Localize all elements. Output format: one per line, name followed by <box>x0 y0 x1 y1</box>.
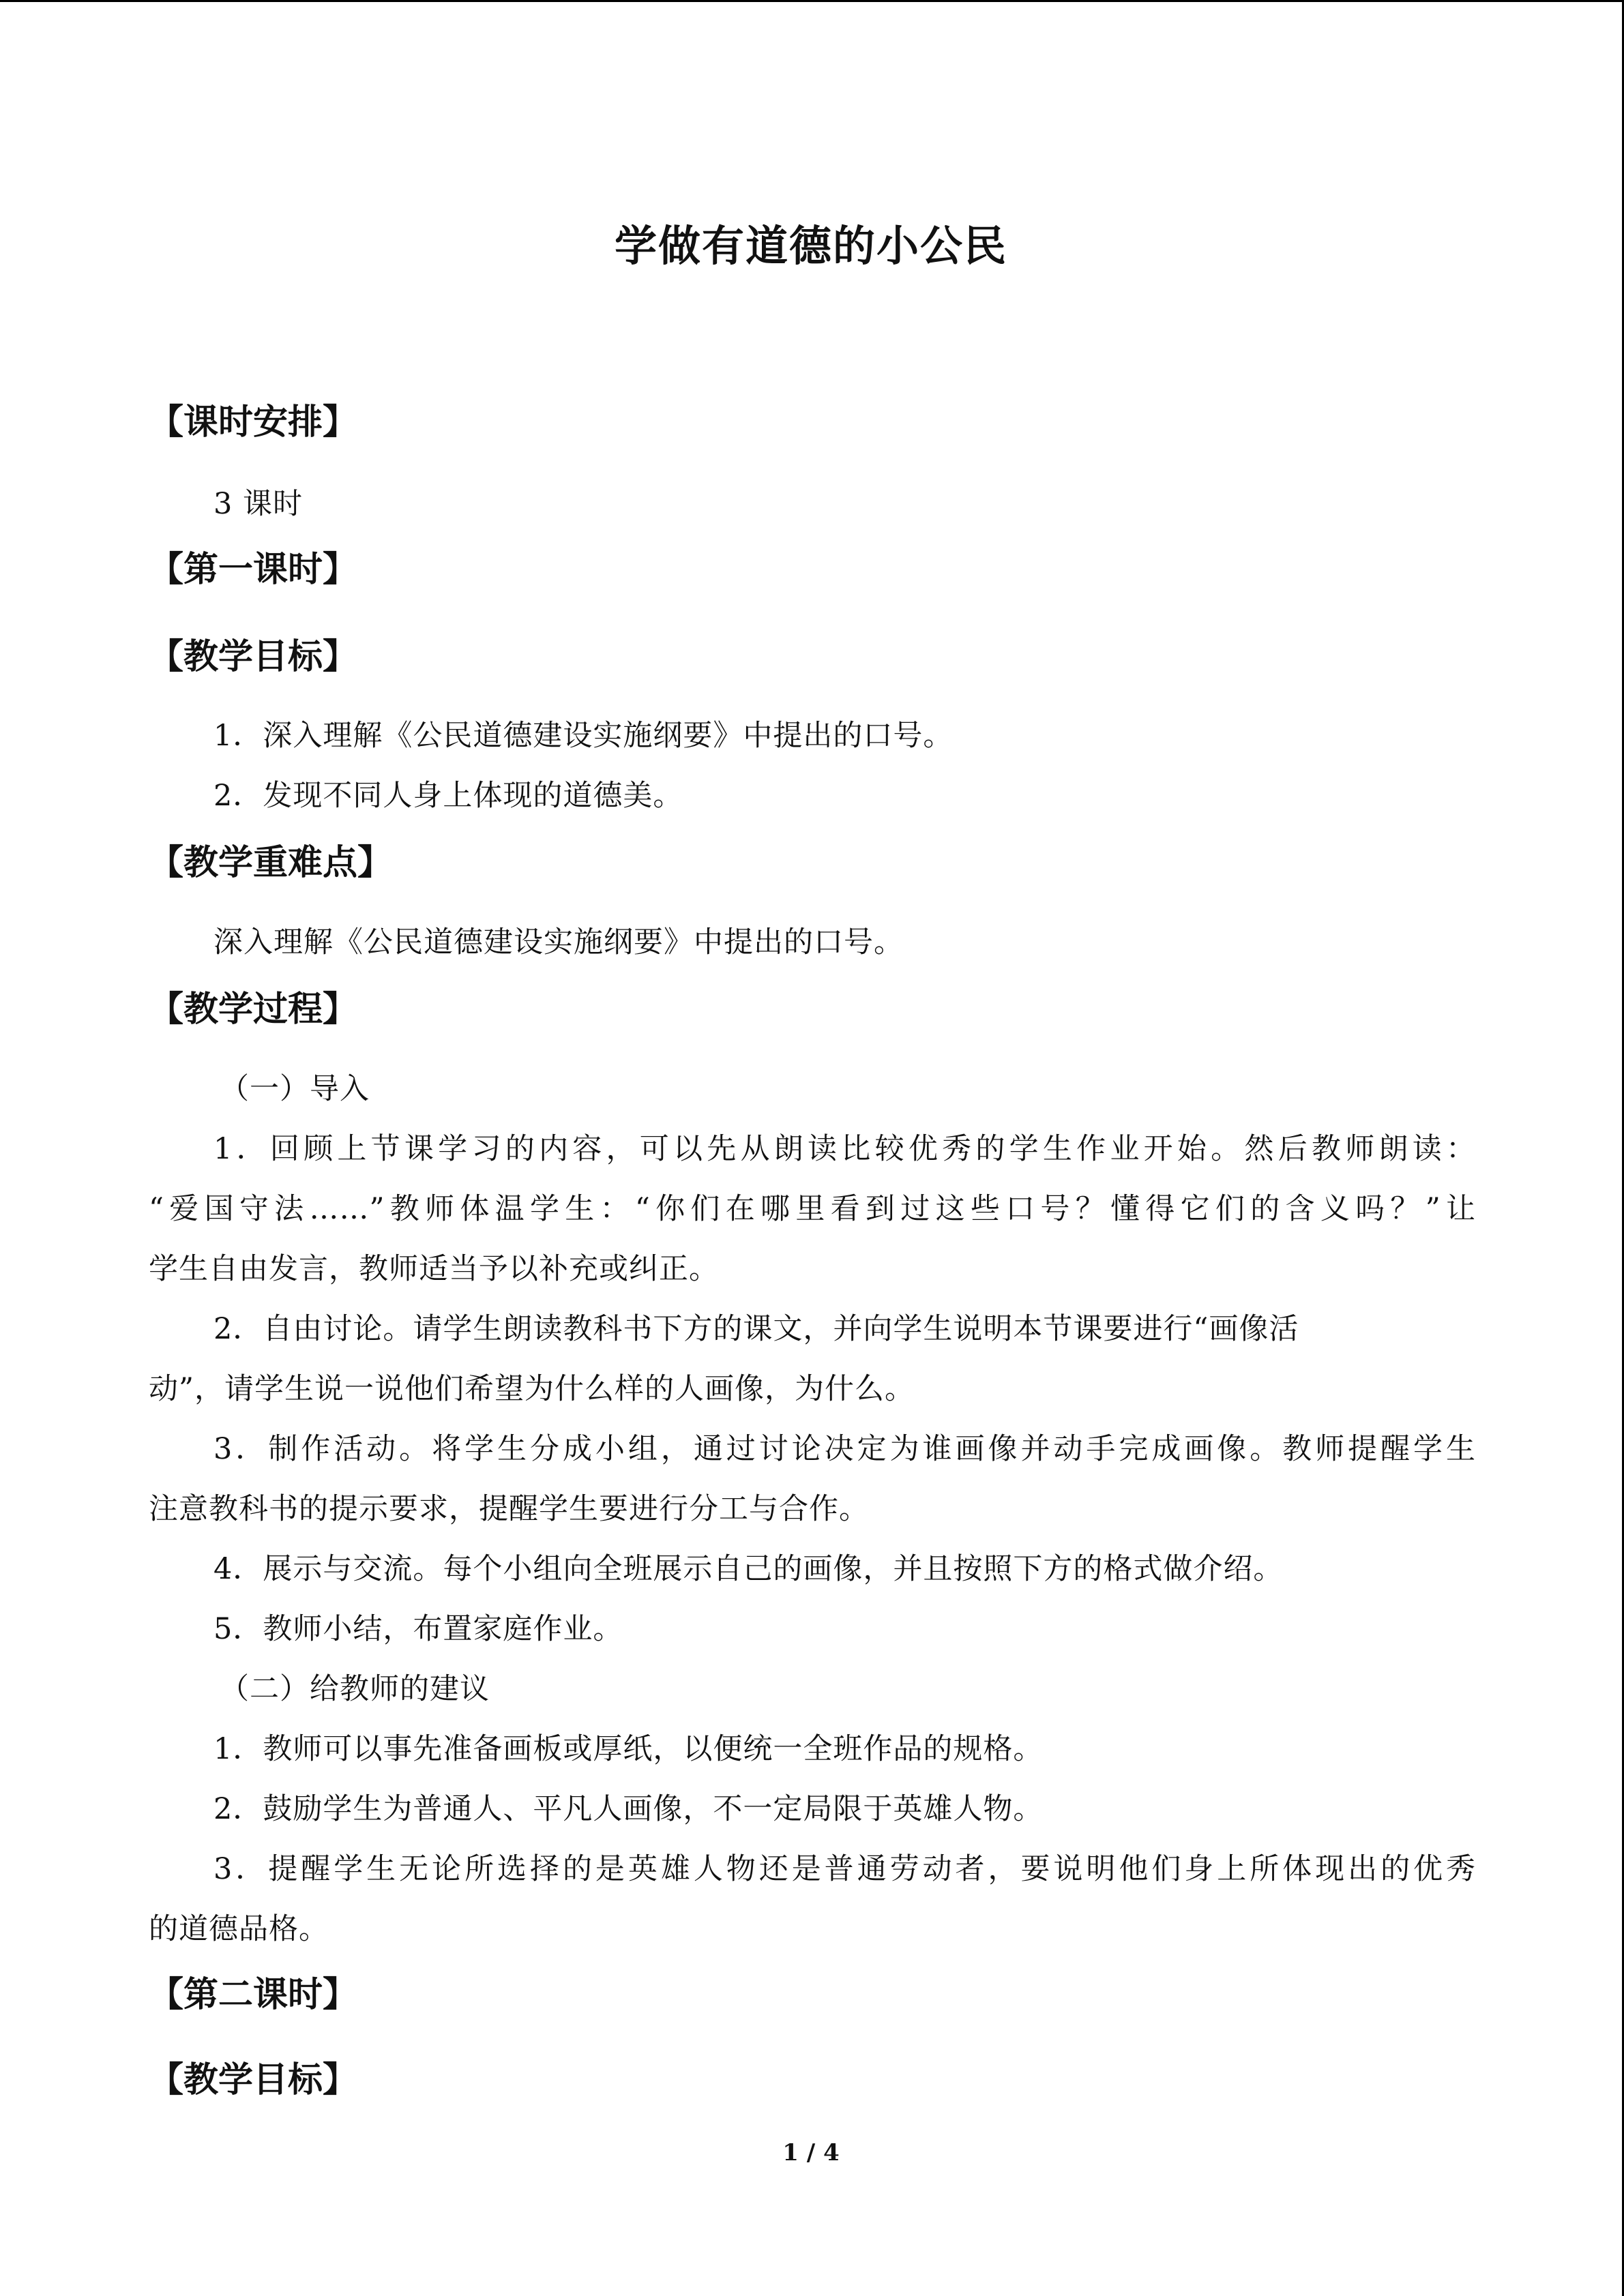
subheading-advice: （二）给教师的建议 <box>220 1672 490 1706</box>
paragraph-4: 4．展示与交流。每个小组向全班展示自己的画像，并且按照下方的格式做介绍。 <box>213 1552 1284 1586</box>
heading-lesson-2: 【第二课时】 <box>149 1974 358 2015</box>
paragraph-2-line-2: 动”，请学生说一说他们希望为什么样的人画像，为什么。 <box>149 1372 915 1406</box>
heading-schedule: 【课时安排】 <box>149 402 358 443</box>
paragraph-1-line-2: “爱国守法……”教师体温学生：“你们在哪里看到过这些口号？懂得它们的含义吗？”让 <box>149 1192 1476 1226</box>
goal-item-2: 2．发现不同人身上体现的道德美。 <box>213 779 683 813</box>
schedule-text: 3 课时 <box>213 487 304 521</box>
advice-item-2: 2．鼓励学生为普通人、平凡人画像，不一定局限于英雄人物。 <box>213 1792 1044 1826</box>
heading-process: 【教学过程】 <box>149 989 358 1030</box>
paragraph-1-line-1: 1．回顾上节课学习的内容，可以先从朗读比较优秀的学生作业开始。然后教师朗读： <box>213 1132 1476 1166</box>
page-number: 1 / 4 <box>782 2139 840 2166</box>
paragraph-1-line-3: 学生自由发言，教师适当予以补充或纠正。 <box>149 1252 719 1286</box>
paragraph-3-line-1: 3．制作活动。将学生分成小组，通过讨论决定为谁画像并动手完成画像。教师提醒学生 <box>213 1432 1476 1466</box>
paragraph-3-line-2: 注意教科书的提示要求，提醒学生要进行分工与合作。 <box>149 1492 869 1526</box>
subheading-intro: （一）导入 <box>220 1072 370 1106</box>
paragraph-5: 5．教师小结，布置家庭作业。 <box>213 1612 623 1646</box>
heading-keypoints: 【教学重难点】 <box>149 842 393 883</box>
paragraph-2-line-1: 2．自由讨论。请学生朗读教科书下方的课文，并向学生说明本节课要进行“画像活 <box>213 1312 1299 1346</box>
heading-goals-2: 【教学目标】 <box>149 2059 358 2100</box>
heading-goals: 【教学目标】 <box>149 636 358 677</box>
advice-item-1: 1．教师可以事先准备画板或厚纸，以便统一全班作品的规格。 <box>213 1732 1044 1766</box>
keypoints-text: 深入理解《公民道德建设实施纲要》中提出的口号。 <box>213 925 904 959</box>
document-title: 学做有道德的小公民 <box>614 221 1007 271</box>
heading-lesson-1: 【第一课时】 <box>149 549 358 590</box>
advice-item-3-line-2: 的道德品格。 <box>149 1912 329 1946</box>
goal-item-1: 1．深入理解《公民道德建设实施纲要》中提出的口号。 <box>213 719 954 753</box>
advice-item-3-line-1: 3．提醒学生无论所选择的是英雄人物还是普通劳动者，要说明他们身上所体现出的优秀 <box>213 1852 1476 1886</box>
